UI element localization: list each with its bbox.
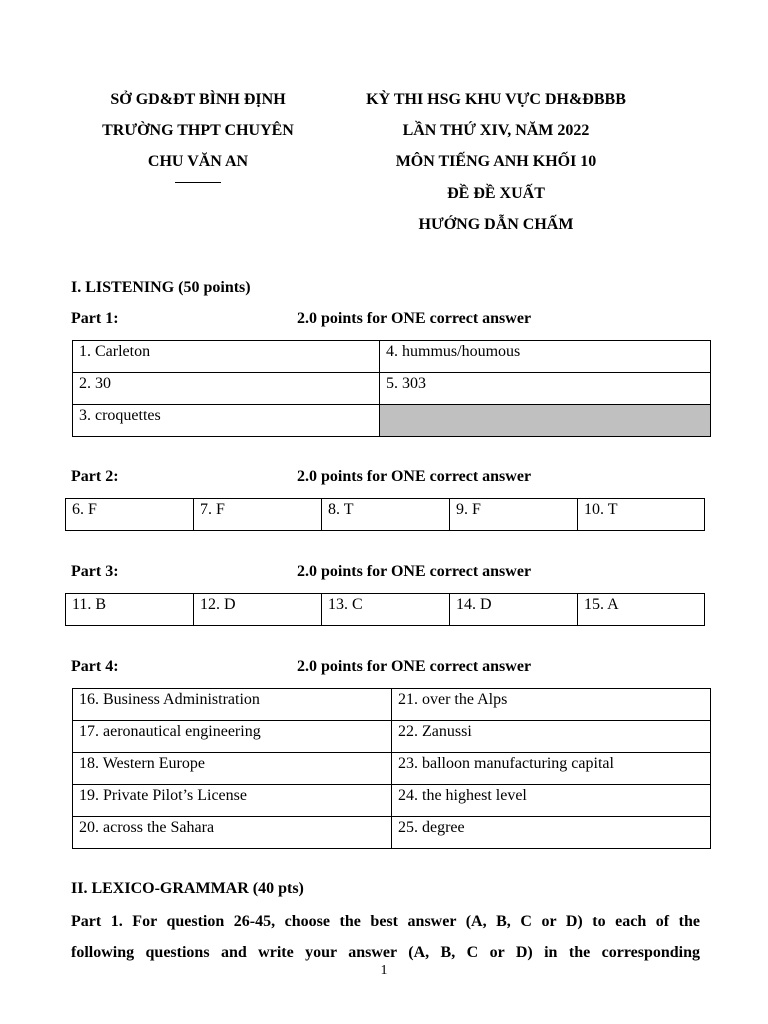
answer-cell: 6. F: [66, 499, 194, 531]
part4-label: Part 4:: [71, 658, 119, 675]
header-left-line-3: CHU VĂN AN: [147, 153, 249, 170]
answer-cell: 1. Carleton: [73, 341, 380, 373]
answer-cell: 25. degree: [392, 817, 711, 849]
answer-cell: 11. B: [66, 594, 194, 626]
answer-cell: 15. A: [578, 594, 705, 626]
section-lexico-title: II. LEXICO-GRAMMAR (40 pts): [71, 880, 304, 897]
answer-cell: 24. the highest level: [392, 785, 711, 817]
answer-cell: 16. Business Administration: [73, 689, 392, 721]
answer-cell: 8. T: [322, 499, 450, 531]
header-right-line-3: MÔN TIẾNG ANH KHỐI 10: [395, 153, 597, 170]
answer-cell: 3. croquettes: [73, 405, 380, 437]
part2-label: Part 2:: [71, 468, 119, 485]
header-underline: [175, 182, 221, 183]
header-right-line-4: ĐỀ ĐỀ XUẤT: [447, 185, 545, 202]
answer-cell: 12. D: [194, 594, 322, 626]
part3-label: Part 3:: [71, 563, 119, 580]
part4-points: 2.0 points for ONE correct answer: [297, 658, 532, 675]
shaded-empty-cell: [380, 405, 711, 437]
answer-cell: 19. Private Pilot’s License: [73, 785, 392, 817]
part1-answer-table: [72, 340, 711, 437]
answer-cell: 21. over the Alps: [392, 689, 711, 721]
answer-cell: 9. F: [450, 499, 578, 531]
part1-label: Part 1:: [71, 310, 119, 327]
lexico-instruction-line-1: Part 1. For question 26-45, choose the best answer (A, B, C or D) to each of the: [71, 913, 700, 930]
part1-points: 2.0 points for ONE correct answer: [297, 310, 532, 327]
header-right-line-5: HƯỚNG DẪN CHẤM: [418, 216, 574, 233]
answer-cell: 18. Western Europe: [73, 753, 392, 785]
answer-cell: 23. balloon manufacturing capital: [392, 753, 711, 785]
part2-points: 2.0 points for ONE correct answer: [297, 468, 532, 485]
answer-cell: 10. T: [578, 499, 705, 531]
answer-cell: 2. 30: [73, 373, 380, 405]
header-right-line-1: KỲ THI HSG KHU VỰC DH&ĐBBB: [366, 91, 626, 108]
header-right-line-2: LẦN THỨ XIV, NĂM 2022: [402, 122, 590, 139]
part3-points: 2.0 points for ONE correct answer: [297, 563, 532, 580]
header-left-line-1: SỞ GD&ĐT BÌNH ĐỊNH: [110, 91, 286, 108]
answer-cell: 7. F: [194, 499, 322, 531]
part2-answer-table: [65, 498, 705, 531]
answer-cell: 4. hummus/houmous: [380, 341, 711, 373]
part3-answer-table: [65, 593, 705, 626]
page-number: 1: [380, 963, 388, 978]
part4-answer-table: [72, 688, 711, 849]
answer-cell: 22. Zanussi: [392, 721, 711, 753]
answer-cell: 14. D: [450, 594, 578, 626]
answer-cell: 5. 303: [380, 373, 711, 405]
answer-cell: 20. across the Sahara: [73, 817, 392, 849]
answer-cell: 13. C: [322, 594, 450, 626]
header-left-line-2: TRƯỜNG THPT CHUYÊN: [102, 122, 294, 139]
answer-cell: 17. aeronautical engineering: [73, 721, 392, 753]
lexico-instruction-line-2: following questions and write your answer (A, B, C or D) in the corresponding: [71, 944, 700, 961]
section-listening-title: I. LISTENING (50 points): [71, 279, 251, 296]
